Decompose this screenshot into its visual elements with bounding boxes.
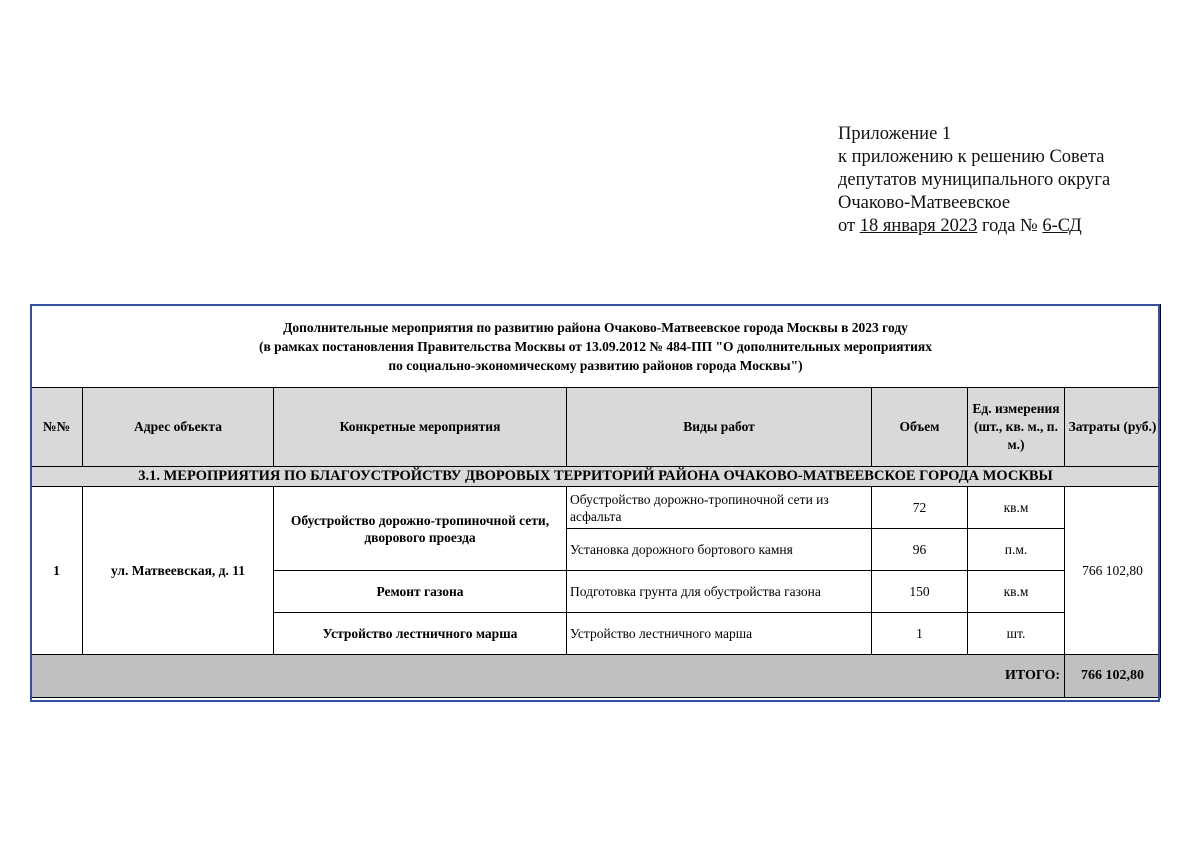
header-works: Виды работ <box>567 388 872 467</box>
unit-cell: шт. <box>968 613 1065 655</box>
decision-date: 18 января 2023 <box>859 216 978 236</box>
measure-cell: Ремонт газона <box>274 571 567 613</box>
item-address: ул. Матвеевская, д. 11 <box>83 487 274 655</box>
volume-cell: 96 <box>872 529 968 571</box>
total-value: 766 102,80 <box>1065 655 1161 698</box>
table-title-line: Дополнительные мероприятия по развитию района Очаково-Матвеевское города Москвы в 2023 году <box>283 319 908 335</box>
unit-cell: п.м. <box>968 529 1065 571</box>
work-cell: Установка дорожного бортового камня <box>567 529 872 571</box>
table-title <box>31 305 1161 388</box>
measure-cell: Обустройство дорожно-тропиночной сети, дворового проезда <box>274 487 567 571</box>
unit-cell: кв.м <box>968 487 1065 529</box>
volume-cell: 72 <box>872 487 968 529</box>
appendix-line: к приложению к решению Совета <box>838 147 1105 167</box>
item-cost: 766 102,80 <box>1065 487 1161 655</box>
total-label: ИТОГО: <box>31 655 1065 698</box>
work-cell: Подготовка грунта для обустройства газона <box>567 571 872 613</box>
table-row <box>31 487 1161 529</box>
volume-cell: 1 <box>872 613 968 655</box>
table-title-line: по социально-экономическому развитию районов города Москвы") <box>388 357 803 373</box>
work-cell: Обустройство дорожно-тропиночной сети из асфальта <box>567 487 872 529</box>
table-title-line: (в рамках постановления Правительства Москвы от 13.09.2012 № 484-ПП "О дополнительных мероприятиях <box>259 338 932 354</box>
appendix-header <box>838 123 1110 238</box>
date-prefix: от <box>838 216 860 236</box>
measures-table <box>30 304 1161 698</box>
work-cell: Устройство лестничного марша <box>567 613 872 655</box>
header-measures: Конкретные мероприятия <box>274 388 567 467</box>
header-cost: Затраты (руб.) <box>1065 388 1161 467</box>
section-row <box>31 467 1161 487</box>
volume-cell: 150 <box>872 571 968 613</box>
total-row <box>31 655 1161 698</box>
appendix-date-line <box>838 215 1110 238</box>
appendix-line: Приложение 1 <box>838 124 952 144</box>
appendix-line: депутатов муниципального округа <box>838 170 1111 190</box>
header-volume: Объем <box>872 388 968 467</box>
table-header-row <box>31 388 1161 467</box>
item-number: 1 <box>31 487 83 655</box>
measure-cell: Устройство лестничного марша <box>274 613 567 655</box>
header-num: №№ <box>31 388 83 467</box>
date-mid: года № <box>977 216 1043 236</box>
header-unit: Ед. измерения (шт., кв. м., п. м.) <box>968 388 1065 467</box>
appendix-line: Очаково-Матвеевское <box>838 193 1011 213</box>
unit-cell: кв.м <box>968 571 1065 613</box>
section-title: 3.1. МЕРОПРИЯТИЯ ПО БЛАГОУСТРОЙСТВУ ДВОРОВЫХ ТЕРРИТОРИЙ РАЙОНА ОЧАКОВО-МАТВЕЕВСКОЕ ГОРОДА МОСКВЫ <box>31 467 1161 487</box>
decision-number: 6-СД <box>1042 216 1082 236</box>
header-address: Адрес объекта <box>83 388 274 467</box>
